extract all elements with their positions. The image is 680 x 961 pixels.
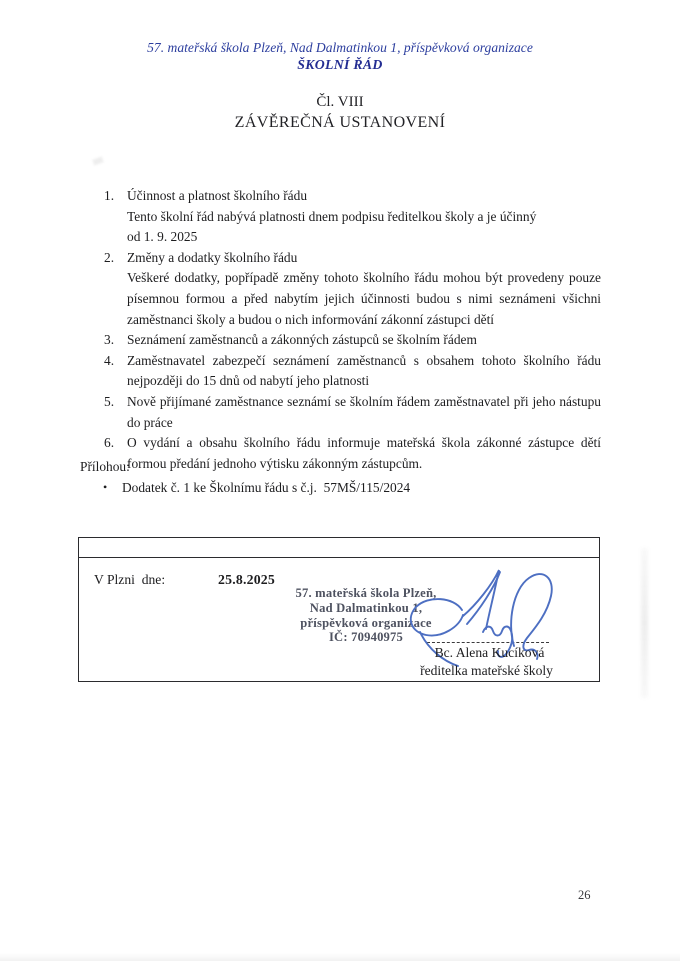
list-item-4-number: 4.	[104, 352, 115, 368]
date-value: 25.8.2025	[218, 572, 275, 587]
list-item-5-number: 5.	[104, 393, 115, 409]
list-item-3-number: 3.	[104, 332, 115, 348]
list-item-4	[104, 351, 601, 392]
article-title: ZÁVĚREČNÁ USTANOVENÍ	[234, 114, 446, 131]
school-name-line: 57. mateřská škola Plzeň, Nad Dalmatinkou 1, příspěvková organizace	[147, 40, 533, 55]
attachment-item-text: Dodatek č. 1 ke Školnímu řádu s č.j. 57MŠ/115/2024	[122, 480, 411, 495]
list-item-2-title: Změny a dodatky školního řádu	[127, 249, 298, 265]
list-item-6-number: 6.	[104, 435, 115, 451]
list-item-2-body: Veškeré dodatky, popřípadě změny tohoto školního řádu mohou být provedeny pouze písemnou formou a před nabytím jejich účinnosti budou s nimi seznámeni všichni zaměstnanci školy a budou o nich informování zákonní zástupci dětí	[127, 270, 601, 327]
page-number: 26	[578, 888, 591, 902]
list-item-4-text: Zaměstnavatel zabezpečí seznámení zaměstnanců s obsahem tohoto školního řádu nejpozději do 15 dnů od nabytí jeho platnosti	[127, 352, 601, 389]
list-item-3	[104, 330, 601, 351]
document-header	[0, 39, 680, 73]
list-item-1-date: od 1. 9. 2025	[127, 229, 198, 245]
scan-artifact	[92, 156, 103, 165]
list-item-1-title: Účinnost a platnost školního řádu	[127, 188, 308, 203]
list-item-6-text: O vydání a obsahu školního řádu informuje mateřská škola zákonné zástupce dětí formou předání jednoho výtisku zákonným zástupcům.	[127, 435, 601, 471]
list-item-5-text: Nově přijímané zaměstnance seznámí se školním řádem zaměstnavatel při jeho nástupu do práce	[127, 393, 601, 430]
article-number: Čl. VIII	[316, 94, 364, 110]
list-item-1-number: 1.	[104, 188, 115, 203]
list-item-6	[104, 433, 601, 474]
list-item-1-body: Tento školní řád nabývá platnosti dnem podpisu ředitelkou školy a je účinný	[127, 208, 537, 224]
stamp-line-3: příspěvková organizace	[300, 615, 432, 630]
signature-box	[78, 537, 600, 682]
stamp-line-4: IČ: 70940975	[328, 630, 404, 645]
list-item-1-text	[127, 186, 601, 248]
list-item-3-text: Seznámení zaměstnanců a zákonných zástupců se školním řádem	[127, 332, 477, 348]
ordered-list	[104, 186, 601, 474]
attachment-label: Přílohou:	[80, 459, 130, 474]
list-item-5	[104, 392, 601, 433]
list-item-2-text	[127, 248, 601, 330]
document-title: ŠKOLNÍ ŘÁD	[297, 57, 383, 72]
signature-box-top-row	[79, 538, 599, 558]
place-date-label: V Plzni dne:	[94, 572, 166, 587]
bullet-icon: •	[103, 480, 108, 494]
scan-artifact-right	[641, 548, 648, 698]
list-item-2	[104, 248, 601, 330]
list-item-2-number: 2.	[104, 249, 115, 265]
scan-artifact-bottom	[0, 953, 680, 961]
article-heading	[0, 93, 680, 133]
signer-name: Bc. Alena Kucíková	[434, 645, 545, 660]
signer-title: ředitelka mateřské školy	[420, 663, 553, 678]
stamp-line-1: 57. mateřská škola Plzeň,	[295, 586, 437, 600]
list-item-1	[104, 186, 601, 248]
stamp-line-2: Nad Dalmatinkou 1,	[309, 600, 423, 615]
attachment-item	[103, 480, 410, 496]
